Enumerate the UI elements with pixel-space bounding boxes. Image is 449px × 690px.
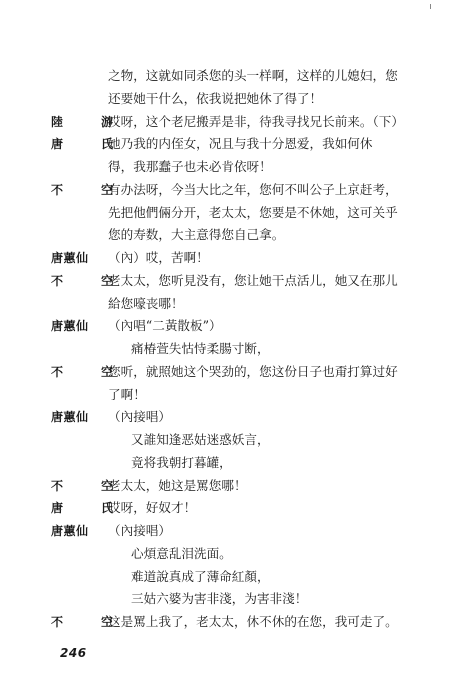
speaker-name: 唐蕙仙 <box>51 251 89 265</box>
speaker-name: 唐蕙仙 <box>51 319 89 333</box>
script-line <box>0 476 449 496</box>
script-line <box>0 544 449 564</box>
script-line <box>0 203 449 223</box>
dialogue-text: 得，我那蠢子也未必肯依呀！ <box>108 159 272 174</box>
dialogue-text: （內接唱） <box>108 409 171 424</box>
verse-text: 竟将我朝打暮罐， <box>131 455 232 470</box>
verse-text: 又誰知逢恶姑迷惑妖言， <box>131 432 270 447</box>
script-line <box>0 294 449 314</box>
script-line <box>0 430 449 450</box>
dialogue-text: （內唱“二黃散板”） <box>108 318 222 333</box>
script-line <box>0 89 449 109</box>
dialogue-text: （內接唱） <box>108 523 171 538</box>
speaker-name: 不 空 <box>51 615 127 629</box>
dialogue-text: 您听，就照她这个哭劲的，您这份日子也甭打算过好 <box>108 364 398 379</box>
speaker-name: 陸 游 <box>51 115 127 129</box>
script-line <box>0 66 449 86</box>
dialogue-text: 之物，这就如同杀您的头一样啊，这样的儿媳妇，您 <box>108 68 398 83</box>
verse-text: 难道說真成了薄命紅顏， <box>131 569 270 584</box>
dialogue-text: 有办法呀，今当大比之年，您何不叫公子上京赶考， <box>108 182 398 197</box>
script-line <box>0 612 449 632</box>
dialogue-text: 先把他們倆分开，老太太，您要是不休她，这可关乎 <box>108 205 398 220</box>
script-line <box>0 498 449 518</box>
speaker-name: 不 空 <box>51 274 127 288</box>
script-line <box>0 271 449 291</box>
dialogue-text: 还要她干什么，依我说把她休了得了！ <box>108 91 323 106</box>
speaker-name: 不 空 <box>51 183 127 197</box>
script-line <box>0 521 449 541</box>
verse-text: 三姑六婆为害非淺，为害非淺！ <box>131 591 308 606</box>
speaker-name: 唐 氏 <box>51 137 127 151</box>
speaker-name: 唐 氏 <box>51 501 127 515</box>
dialogue-text: 她乃我的内侄女，况且与我十分恩爱，我如何休 <box>108 136 373 151</box>
script-line <box>0 225 449 245</box>
verse-text: 痛椿萱失怙恃柔腸寸断， <box>131 341 270 356</box>
script-line <box>0 157 449 177</box>
dialogue-text: （內）哎，苦啊！ <box>108 250 209 265</box>
script-line <box>0 339 449 359</box>
dialogue-text: 哎呀，这个老尼搬弄是非，待我寻找兄长前来。（下） <box>108 114 404 129</box>
dialogue-text: 哎呀，好奴才！ <box>108 500 197 515</box>
speaker-name: 不 空 <box>51 479 127 493</box>
script-line <box>0 362 449 382</box>
speaker-name: 唐蕙仙 <box>51 410 89 424</box>
corner-mark <box>430 4 431 9</box>
dialogue-text: 給您嚎丧哪！ <box>108 296 184 311</box>
speaker-name: 唐蕙仙 <box>51 524 89 538</box>
dialogue-text: 了啊！ <box>108 387 146 402</box>
verse-text: 心煩意乱泪洗面。 <box>131 546 232 561</box>
page-number: 246 <box>60 646 87 660</box>
speaker-name: 不 空 <box>51 365 127 379</box>
script-line <box>0 407 449 427</box>
script-line <box>0 180 449 200</box>
dialogue-text: 老太太，她这是罵您哪！ <box>108 478 247 493</box>
script-line <box>0 112 449 132</box>
script-line <box>0 567 449 587</box>
dialogue-text: 老太太，您听見没有，您让她干点活儿，她又在那儿 <box>108 273 398 288</box>
script-line <box>0 589 449 609</box>
dialogue-text: 这是罵上我了，老太太，休不休的在您，我可走了。 <box>108 614 398 629</box>
script-line <box>0 385 449 405</box>
script-line <box>0 316 449 336</box>
dialogue-text: 您的寿数，大主意得您自己拿。 <box>108 227 285 242</box>
script-line <box>0 134 449 154</box>
script-line <box>0 248 449 268</box>
script-line <box>0 453 449 473</box>
